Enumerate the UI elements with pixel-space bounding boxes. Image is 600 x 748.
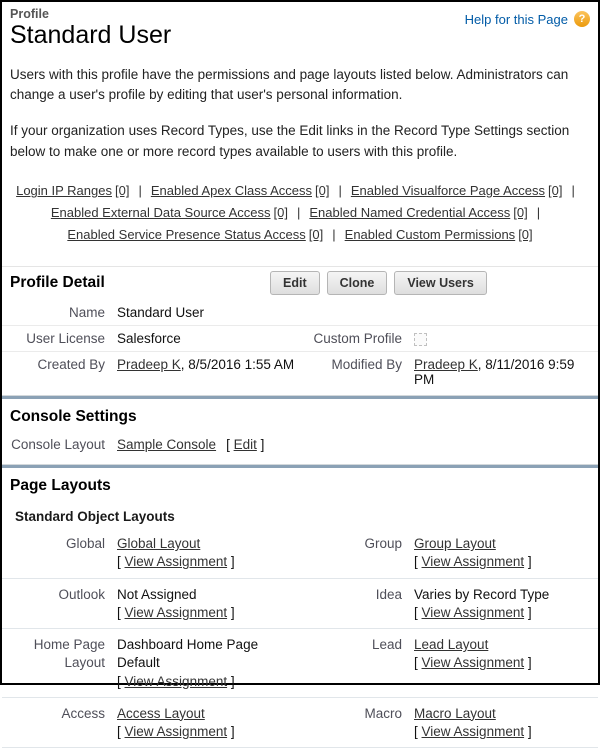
lead-layout-link[interactable]: Lead Layout (414, 637, 489, 653)
page-header (2, 2, 598, 50)
detail-row-audit (2, 352, 598, 392)
detail-row-license (2, 326, 598, 352)
quick-links (2, 180, 598, 246)
view-assignment: [ View Assignment ] (414, 655, 532, 671)
global-view-assignment-link[interactable]: View Assignment (124, 554, 228, 570)
outlook-view-assignment-link[interactable]: View Assignment (124, 604, 228, 620)
home-page-layout-value (117, 636, 300, 691)
quick-links-line-2 (2, 202, 598, 224)
link-enabled-external-data-source-access[interactable]: Enabled External Data Source Access [0] (50, 205, 288, 221)
sample-console-link[interactable]: Sample Console (117, 437, 217, 453)
home-page-view-assignment-link[interactable]: View Assignment (124, 673, 228, 689)
console-layout-row (2, 432, 598, 461)
custom-profile-value (414, 331, 590, 346)
lead-view-assignment-link[interactable]: View Assignment (421, 655, 525, 671)
quick-links-line-3 (2, 224, 598, 246)
created-by-date: , 8/5/2016 1:55 AM (180, 357, 295, 373)
macro-value (414, 705, 590, 741)
console-layout-label: Console Layout (11, 437, 105, 453)
title-block (10, 7, 171, 50)
macro-view-assignment-link[interactable]: View Assignment (421, 723, 525, 739)
layout-row-access-macro (2, 698, 598, 748)
profile-detail-header (2, 266, 598, 300)
layout-row-global-group (2, 528, 598, 578)
detail-row-name (2, 300, 598, 326)
view-assignment: [ View Assignment ] (414, 723, 532, 739)
edit-button[interactable]: Edit (270, 271, 320, 295)
separator: | (297, 205, 301, 221)
link-enabled-custom-permissions[interactable]: Enabled Custom Permissions [0] (344, 227, 533, 243)
view-assignment: [ View Assignment ] (117, 673, 235, 689)
access-view-assignment-link[interactable]: View Assignment (124, 723, 228, 739)
lead-value (414, 636, 590, 691)
view-assignment: [ View Assignment ] (117, 723, 235, 739)
page-layouts-title: Page Layouts (10, 477, 111, 495)
group-label: Group (364, 536, 402, 552)
link-enabled-service-presence-status-access[interactable]: Enabled Service Presence Status Access [0] (67, 227, 324, 243)
console-settings-title: Console Settings (10, 408, 137, 426)
idea-value (414, 586, 590, 622)
view-assignment: [ View Assignment ] (117, 554, 235, 570)
access-label: Access (61, 705, 105, 721)
page-title: Standard User (10, 21, 172, 49)
modified-by-user-link[interactable]: Pradeep K (414, 357, 478, 373)
access-value (117, 705, 300, 741)
quick-links-line-1 (2, 180, 598, 202)
group-layout-link[interactable]: Group Layout (414, 536, 496, 552)
modified-by-value (414, 357, 590, 387)
help-link[interactable]: Help for this Page (464, 11, 568, 27)
view-assignment: [ View Assignment ] (117, 604, 235, 620)
clone-button[interactable]: Clone (327, 271, 388, 295)
outlook-layout-text: Not Assigned (117, 586, 197, 602)
modified-by-label: Modified By (331, 357, 402, 373)
name-value: Standard User (117, 305, 205, 321)
separator: | (332, 227, 336, 243)
custom-profile-checkbox (414, 333, 427, 346)
name-label: Name (68, 305, 105, 321)
idea-layout-text: Varies by Record Type (414, 586, 550, 602)
macro-label: Macro (364, 705, 402, 721)
outlook-value (117, 586, 300, 622)
global-label: Global (65, 536, 105, 552)
user-license-label: User License (26, 331, 105, 347)
separator: | (571, 183, 575, 199)
profile-detail-title: Profile Detail (10, 274, 105, 292)
idea-view-assignment-link[interactable]: View Assignment (421, 604, 525, 620)
modified-by-date: , 8/11/2016 9:59 PM (414, 357, 575, 388)
help-question-icon[interactable]: ? (574, 11, 590, 27)
access-layout-link[interactable]: Access Layout (117, 705, 205, 721)
standard-object-layouts-title: Standard Object Layouts (15, 509, 175, 525)
global-value (117, 535, 300, 571)
home-page-layout-label: Home Page Layout (33, 637, 105, 671)
separator: | (536, 205, 541, 221)
link-enabled-apex-class-access[interactable]: Enabled Apex Class Access [0] (150, 183, 330, 199)
link-login-ip-ranges[interactable]: Login IP Ranges [0] (16, 183, 130, 199)
entity-kicker: Profile (10, 7, 49, 21)
global-layout-link[interactable]: Global Layout (117, 536, 201, 552)
console-layout-value (117, 437, 590, 452)
created-by-value (117, 357, 300, 387)
view-assignment: [ View Assignment ] (414, 554, 532, 570)
help-area (465, 11, 590, 27)
layout-row-outlook-idea (2, 579, 598, 629)
intro-paragraph-2: If your organization uses Record Types, use the Edit links in the Record Type Settings section below to make one or more record types available to users with this profile. (10, 123, 570, 160)
link-enabled-visualforce-page-access[interactable]: Enabled Visualforce Page Access [0] (350, 183, 563, 199)
group-value (414, 535, 590, 571)
lead-label: Lead (371, 637, 402, 653)
macro-layout-link[interactable]: Macro Layout (414, 705, 496, 721)
outlook-label: Outlook (58, 586, 105, 602)
link-enabled-named-credential-access[interactable]: Enabled Named Credential Access [0] (309, 205, 528, 221)
idea-label: Idea (375, 586, 402, 602)
profile-detail-actions (270, 271, 487, 295)
console-edit-link[interactable]: Edit (233, 437, 257, 453)
custom-profile-label: Custom Profile (313, 331, 402, 347)
view-users-button[interactable]: View Users (394, 271, 486, 295)
user-license-value: Salesforce (117, 331, 181, 347)
home-page-layout-text: Dashboard Home Page Default (117, 637, 259, 671)
page-layouts-table (2, 528, 598, 748)
console-edit: [ Edit ] (226, 437, 265, 453)
group-view-assignment-link[interactable]: View Assignment (421, 554, 525, 570)
profile-detail-table (2, 300, 598, 392)
layout-row-homepage-lead (2, 629, 598, 698)
created-by-user-link[interactable]: Pradeep K (117, 357, 181, 373)
separator: | (138, 183, 142, 199)
created-by-label: Created By (37, 357, 105, 373)
view-assignment: [ View Assignment ] (414, 604, 532, 620)
intro-paragraph-1: Users with this profile have the permissions and page layouts listed below. Administrators can change a user's profile by editing that user's personal information. (10, 66, 569, 103)
separator: | (338, 183, 342, 199)
